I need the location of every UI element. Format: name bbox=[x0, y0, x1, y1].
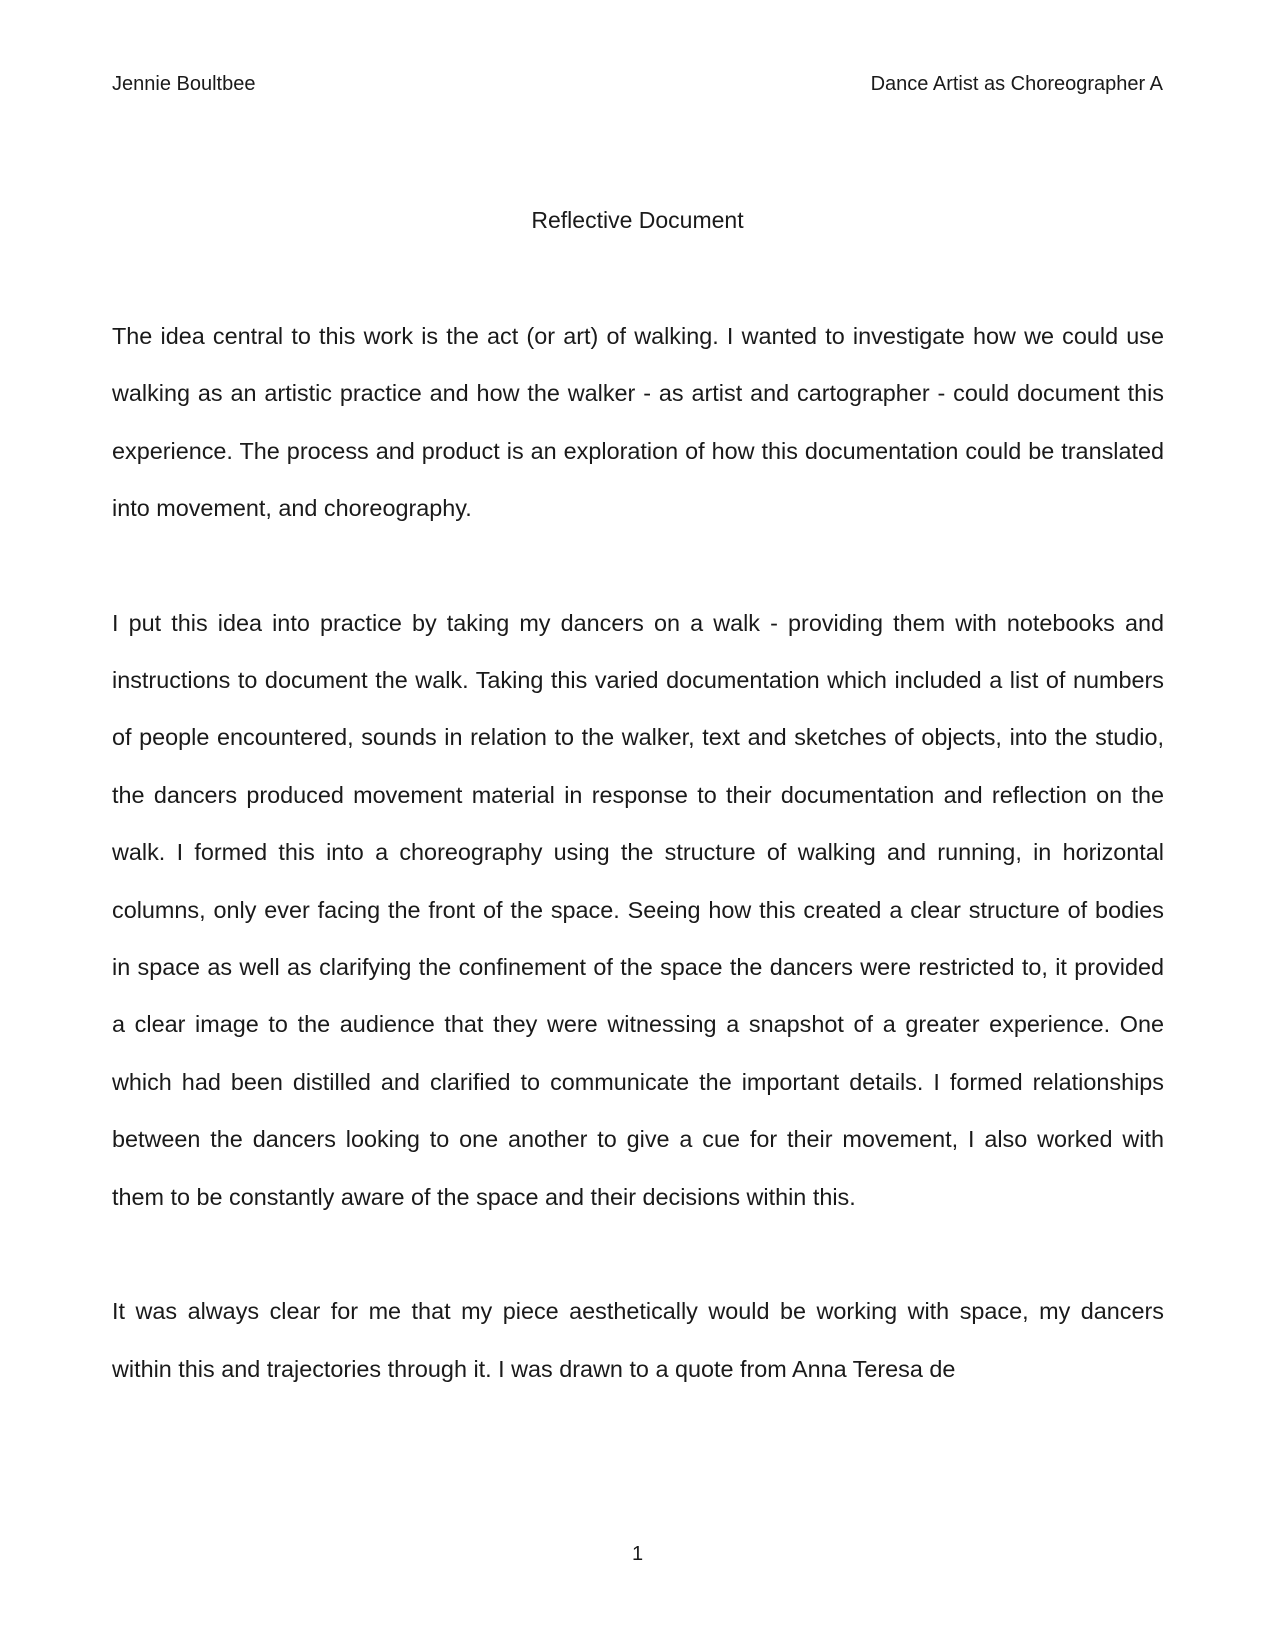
paragraph: The idea central to this work is the act (or art) of walking. I wanted to investigate how we could use walking as an artistic practice and how the walker - as artist and cartographer - could document this experience. The process and product is an exploration of how this documentation could be translated into movement, and choreography. bbox=[112, 323, 1164, 522]
author-name: Jennie Boultbee bbox=[112, 73, 256, 95]
course-title: Dance Artist as Choreographer A bbox=[870, 73, 1163, 95]
page-number: 1 bbox=[631, 1543, 644, 1565]
paragraph: It was always clear for me that my piece aesthetically would be working with space, my dancers within this and trajectories through it. I was drawn to a quote from Anna Teresa de bbox=[112, 1298, 1164, 1382]
paragraph: I put this idea into practice by taking my dancers on a walk - providing them with notebooks and instructions to document the walk. Taking this varied documentation which included a list of numbers of people encountered, sounds in relation to the walker, text and sketches of objects, into the studio, the dancers produced movement material in response to their documentation and reflection on the walk. I formed this into a choreography using the structure of walking and running, in horizontal columns, only ever facing the front of the space. Seeing how this created a clear structure of bodies in space as well as clarifying the confinement of the space the dancers were restricted to, it provided a clear image to the audience that they were witnessing a snapshot of a greater experience. One which had been distilled and clarified to communicate the important details. I formed relationships between the dancers looking to one another to give a cue for their movement, I also worked with them to be constantly aware of the space and their decisions within this. bbox=[112, 609, 1164, 1210]
page-header bbox=[112, 72, 1163, 96]
document-title: Reflective Document bbox=[531, 207, 744, 233]
document-body bbox=[112, 308, 1164, 1398]
